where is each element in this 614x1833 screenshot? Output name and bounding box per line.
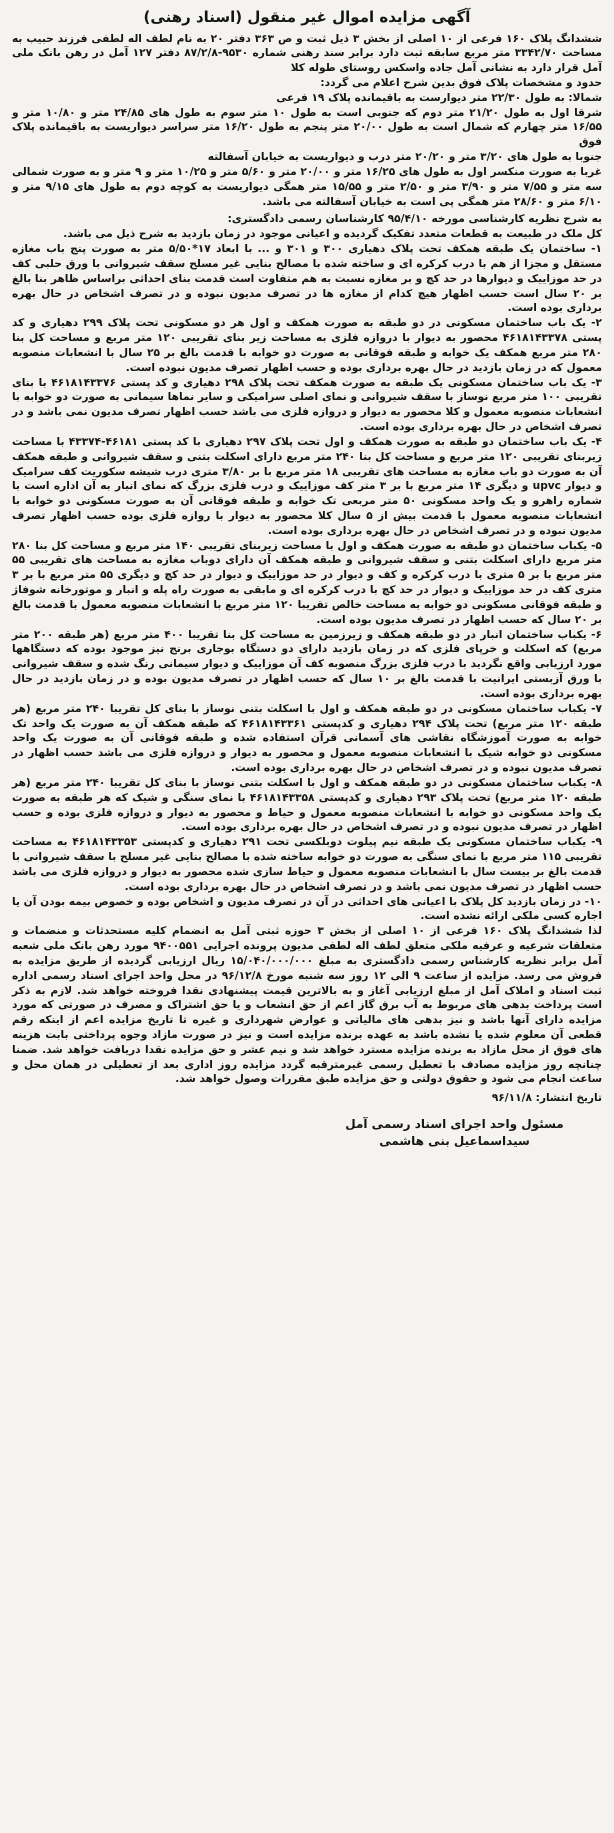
signature-name: سیداسماعیل بنی هاشمی	[379, 1133, 530, 1148]
notice-title: آگهی مزایده اموال غیر منقول (اسناد رهنی)	[143, 8, 471, 26]
list-item: ۷- یکباب ساختمان مسکونی در دو طبقه همکف و اول با اسکلت بتنی نوساز با بنای کل تقریبا ۲۴۰ متر مربع (هر طبقه ۱۲۰ متر مربع) تحت پلاک ۲۹۴ دهیاری و کدپستی ۴۶۱۸۱۴۳۳۶۱ که طبقه همکف آن به صورت یک واحد تک خوابه به صورت آموزشگاه نقاشی های آسمانی قرآن استفاده شده و طبقه فوقانی آن به صورت یک واحد مسکونی دو خوابه شیک با انشعابات منصوبه معمول و محصور به دیوار و دروازه فلزی می باشد حسب اظهار در تصرف مدیون نبوده و در تصرف اشخاص در حال بهره برداری بوده است.	[12, 702, 602, 775]
list-item: ۱۰- در زمان بازدید کل پلاک با اعیانی های احداثی در آن در تصرف مدیون و اشخاص بوده و خصوص بیمه بودن آن یا اجاره کسی ملکی ارائه نشده است.	[12, 895, 602, 923]
list-item: ۶- یکباب ساختمان انبار در دو طبقه همکف و زیرزمین به مساحت کل بنا تقریبا ۴۰۰ متر مربع (هر طبقه ۲۰۰ متر مربع) که اسکلت و خرپای فلزی که در زمان بازدید دارای دو دستگاه بوجاری برنج نیز موجود بوده که دستگاهها مورد ارزیابی واقع نگردید با درب فلزی بزرگ منصوبه کف آن موزاییک و دیوار سیمانی رنگ شده و سقف شیروانی با ورق آزبستی ایرانیت با قدمت بالغ بر ۱۰ سال که حسب اظهار در تصرف مدیون بوده و در زمان بازدید در حال بهره برداری بوده است.	[12, 628, 602, 700]
expert-heading: به شرح نظریه کارشناسی مورخه ۹۵/۴/۱۰ کارشناسان رسمی دادگستری:	[227, 213, 602, 226]
property-intro: ششدانگ پلاک ۱۶۰ فرعی از ۱۰ اصلی از بخش ۳ ذیل ثبت و ص ۳۶۳ دفتر ۲۰ به نام لطف اله لطفی فرزند حبیب به مساحت ۳۳۴۲/۷۰ متر مربع سابقه ثبت دارد برابر سند رهنی شماره ۹۵۳۰-۸۷/۲/۸ دفتر ۱۲۷ آمل در رهن بانک ملی آمل قرار دارد به نشانی آمل جاده واسکس روستای طوله کلا	[12, 32, 602, 75]
notice-body	[12, 32, 602, 1088]
bounds-north: شمالا: به طول ۲۲/۳۰ متر دیوارست به باقیمانده پلاک ۱۹ فرعی	[276, 91, 602, 104]
publish-date: تاریخ انتشار: ۹۶/۱۱/۸	[491, 1092, 602, 1105]
list-item: ۵- یکباب ساختمان دو طبقه به صورت همکف و اول با مساحت زیربنای تقریبی ۱۴۰ متر مربع و مساحت کل بنا ۲۸۰ متر مربع دارای اسکلت بتنی و سقف شیروانی و طبقه همکف آن دارای دوباب مغازه به مساحت های تقریبی ۵۵ متر مربع با بر ۵ متری با درب کرکره و کف و دیوار در حد موزاییک و دیوار در حد کچ و دیگری ۵۵ متر مربع با بر ۳ متری کف در حد موزاییک و دیوار در حد کچ با درب کرکره ای و مابقی به صورت راه پله و انبار و موتورخانه شوفاژ و طبقه فوقانی مسکونی دو خوابه به مساحت خالص تقریبا ۱۲۰ متر مربع با انشعابات منصوبه معمول با قدمت بالغ بر ۲۰ سال که حسب اظهار در تصرف مدیون بوده است.	[12, 539, 603, 626]
signature-block	[307, 1116, 602, 1150]
signature-title: مسئول واحد اجرای اسناد رسمی آمل	[345, 1117, 564, 1132]
list-item: ۳- یک باب ساختمان مسکونی یک طبقه به صورت همکف تحت پلاک ۲۹۸ دهیاری و کد پستی ۴۶۱۸۱۴۳۳۷۶ با بنای تقریبی ۱۰۰ متر مربع نوساز با سقف شیروانی و نمای اصلی سرامیکی و سایر نماها سیمانی به صورت دو خوابه با انشعابات منصوبه معمول و کلا محصور به دیوار و دروازه فلزی می باشد حسب اظهار تصرف مدیون نمی باشد و در تصرف اشخاص در حال بهره برداری بوده است.	[12, 376, 603, 434]
list-item: ۴- یک باب ساختمان دو طبقه به صورت همکف و اول تحت پلاک ۲۹۷ دهیاری با کد پستی ۴۶۱۸۱-۴۳۳۷۴ با مساحت زیربنای تقریبی ۱۲۰ متر مربع و مساحت کل بنا ۲۴۰ متر مربع دارای اسکلت بتنی و سقف شیروانی و طبقه همکف آن به صورت دو باب مغازه به مساحت های تقریبی ۱۸ متر مربع با بر ۳/۸۰ متری درب شیشه سکوریت کف سرامیک و دیوار upvc و دیگری ۱۴ متر مربع با بر ۳ متر کف موزاییک و درب فلزی بزرگ که نمای انبار به آن اداره است با شماره راهرو و یک واحد مسکونی ۵۰ متر مربعی تک خوابه و طبقه فوقانی آن به صورت مسکونی دو خوابه با انشعابات منصوبه معمول با قدمت بیش از ۵ سال کلا محصور به دیوار با روازه فلزی بوده حسب اظهار تصرف مدیون نبوده و در تصرف اشخاص در حال بهره برداری بوده است.	[12, 435, 603, 537]
bounds-heading: حدود و مشخصات پلاک فوق بدین شرح اعلام می گردد:	[320, 76, 602, 89]
list-item: ۸- یکباب ساختمان مسکونی در دو طبقه همکف و اول با اسکلت بتنی نوساز با بنای کل تقریبا ۲۴۰ متر مربع (هر طبقه ۱۲۰ متر مربع) تحت پلاک ۲۹۳ دهیاری و کدپستی ۴۶۱۸۱۴۳۳۵۸ با نمای سنگی و شیک که هر طبقه به صورت یک واحد مسکونی دو خوابه با انشعابات منصوبه معمول و حیاط و محصور به دیوار و دروازه فلزی بوده و حسب اظهار در تصرف مدیون نبوده و در تصرف اشخاص در حال بهره برداری بوده است.	[12, 776, 602, 834]
list-item: ۱- ساختمان یک طبقه همکف تحت پلاک دهیاری ۳۰۰ و ۳۰۱ و ... با ابعاد ۱۷*۵/۵۰ متر به صورت پنج باب مغازه مستقل و مجزا از هم با درب کرکره ای و ساخته شده با مصالح بنایی غیر مسلح سقف شیروانی با ورق حلبی کف در حد موزاییک و دیوارها در حد کچ و بر مغازه نسبت به هم متفاوت است قدمت بنای احداثی براساس ظاهر بنا بالغ بر ۲۰ سال است حسب اظهار هیچ کدام از مغازه ها در تصرف مدیون نبوده و در تصرف اشخاص در حال بهره برداری بوده است.	[12, 243, 602, 315]
bounds-east: شرقا اول به طول ۲۱/۲۰ متر دوم که جنوبی است به طول ۱۰ متر سوم به طول های ۲۴/۸۵ متر و ۱۰/۸۰ متر و ۱۶/۵۵ متر چهارم که شمال است به طول ۲۰/۰۰ متر پنجم به طول ۱۶/۲۰ متر سراسر دیواریست به باقیمانده پلاک فوق	[12, 106, 602, 149]
auction-terms: لذا ششدانگ پلاک ۱۶۰ فرعی از ۱۰ اصلی از بخش ۳ حوزه ثبتی آمل به انضمام کلیه مستحدثات و منضمات و متعلقات شرعیه و عرفیه ملکی متعلق لطف اله لطفی مدیون پرونده اجرایی ۹۴۰۰۵۵۱ مورد رهن بانک ملی شعبه آمل برابر نظریه کارشناس رسمی دادگستری به مبلغ ۱۵/۰۴۰/۰۰۰/۰۰۰ ریال ارزیابی گردیده از طریق مزایده به فروش می رسد. مزایده از ساعت ۹ الی ۱۲ روز سه شنبه مورخ ۹۶/۱۲/۸ در محل واحد اجرای اسناد رسمی اداره ثبت اسناد و املاک آمل از مبلغ ارزیابی آغاز و به بالاترین قیمت پیشنهادی نقدا فروخته خواهد شد. لازم به ذکر است پرداخت بدهی های مربوط به آب برق گاز اعم از حق انشعاب و یا حق اشتراک و مصرف در صورتی که مورد مزایده دارای آنها باشد و نیز بدهی های مالیاتی و عوارض شهرداری و غیره تا تاریخ مزایده اعم از اینکه رقم قطعی آن معلوم شده یا نشده باشد به عهده برنده مزایده است و نیز در صورت مازاد وجوه پرداختی بابت هزینه های فوق از محل مازاد به برنده مزایده مسترد خواهد شد و نیم عشر و حق مزایده نقدا دریافت خواهد شد. ضمنا چنانچه روز مزایده مصادف با تعطیل رسمی غیرمترقبه گردد مزایده روز اداری بعد از تعطیلی در همان محل و ساعت انجام می شود و حقوق دولتی و حق مزایده طبق مقررات وصول خواهد شد.	[12, 925, 602, 1086]
bounds-west: غربا به صورت منکسر اول به طول های ۱۶/۲۵ متر و ۲۰/۰۰ متر و ۵/۶۰ متر و ۱۰/۲۵ متر و ۹ متر و به صورت شمالی سه متر و ۷/۵۵ متر و ۳/۹۰ متر و ۲/۵۰ متر و ۱۵/۵۵ متر همگی دیواریست به کوچه دوم به طول های ۹/۱۵ متر و ۶/۱۰ متر و ۲۸/۶۰ متر همگی پی است به خیابان آسفالته می باشد.	[12, 165, 602, 208]
list-item: ۲- یک باب ساختمان مسکونی در دو طبقه به صورت همکف و اول هر دو مسکونی تحت پلاک ۲۹۹ دهیاری و کد پستی ۴۶۱۸۱۴۳۳۷۸ محصور به دیوار با دروازه فلزی به مساحت زیر بنای تقریبی ۱۲۰ متر مربع و مساحت کل بنا ۲۸۰ متر مربع همکف یک خوابه و طبقه فوقانی به صورت دو خوابه با قدمت بالغ بر ۲۵ سال با انشعابات منصوبه معمول که در زمان بازدید در حال بهره برداری بوده و حسب اظهار تصرف مدیون نبوده است.	[12, 317, 603, 374]
list-item: ۹- یکباب ساختمان مسکونی یک طبقه نیم پیلوت دوبلکسی تحت ۲۹۱ دهیاری و کدپستی ۴۶۱۸۱۴۳۳۵۳ به مساحت تقریبی ۱۱۵ متر مربع با نمای سنگی به صورت دو خوابه ساخته شده با مصالح بنایی غیر مسلح با سقف شیروانی با قدمت بالغ بر بیست سال با انشعابات منصوبه معمول و حیاط سازی شده محصور به دیوار و دروازه فلزی می باشد حسب اظهار در تصرف مدیون نمی باشد و در تصرف اشخاص در حال بهره برداری بوده است.	[12, 836, 602, 893]
building-list	[12, 242, 602, 924]
bounds-south: جنوبا به طول های ۳/۲۰ متر و ۲۰/۲۰ متر درب و دیواریست به خیابان آسفالته	[207, 151, 602, 164]
expert-intro: کل ملک در طبیعت به قطعات متعدد تفکیک گردیده و اعیانی موجود در زمان بازدید به شرح ذیل می باشد.	[63, 228, 602, 241]
